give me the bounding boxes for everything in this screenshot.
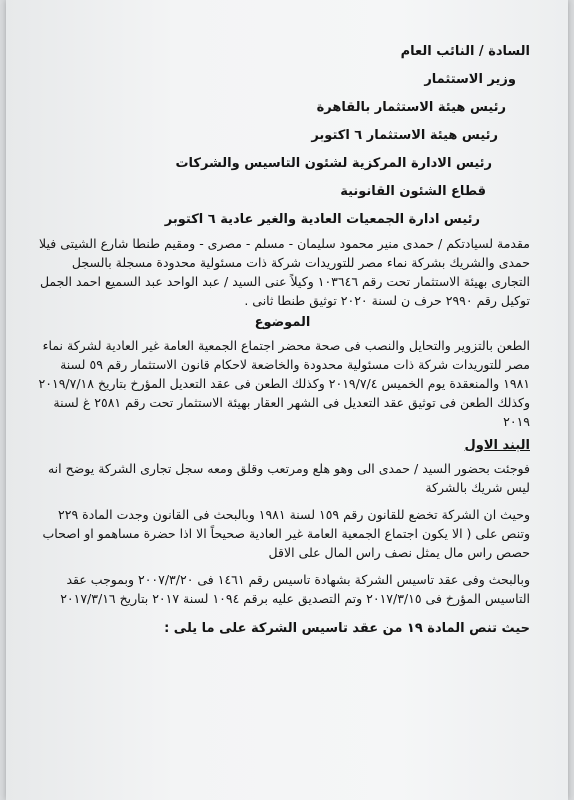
- addressee-line: السادة / النائب العام: [400, 44, 530, 59]
- paragraph-third: وبالبحث وفى عقد تاسيس الشركة بشهادة تاسيس رقم ١٤٦١ فى ٢٠٠٧/٣/٢٠ وبموجب عقد التاسيس المؤرخ فى ٢٠١٧/٣/١٥ وتم التصديق عليه برقم ١٠٩٤ لسنة ٢٠١٧ بتاريخ ٢٠١٧/٣/١٦: [60, 572, 530, 606]
- addressee-list: [35, 38, 530, 234]
- subject-paragraph: الطعن بالتزوير والتحايل والنصب فى صحة محضر اجتماع الجمعية العامة غير العادية لشركة نماء مصر للتوريدات شركة ذات مسئولية محدودة والخاضعة لاحكام قانون الاستثمار رقم ٥٩ لسنة ١٩٨١ والمنعقدة يوم الخميس ٢٠١٩/٧/٤ وكذلك الطعن فى عقد التعديل المؤرخ بتاريخ ٢٠١٩/٧/١٨ وكذلك الطعن فى توثيق عقد التعديل فى الشهر العقار بهيئة الاستثمار تحت رقم ٢٥٨١ غ لسنة ٢٠١٩: [38, 338, 530, 429]
- document-page: [6, 0, 568, 800]
- paragraph-first: فوجئت بحضور السيد / حمدى الى وهو هلع ومرتعب وقلق ومعه سجل تجارى الشركة يوضح انه ليس شريك بالشركة: [47, 461, 530, 495]
- intro-paragraph: مقدمة لسيادتكم / حمدى منير محمود سليمان - مسلم - مصرى - ومقيم طنطا شارع الشيتى فيلا حمدى والشريك بشركة نماء مصر للتوريدات شركة ذات مسئولية محدودة مسجلة بالسجل التجارى بهيئة الاستثمار تحت رقم ١٠٣٦٤٦ وكيلاً عنى السيد / عبد الواحد عبد السميع احمد الجمل توكيل رقم ٢٩٩٠ حرف ن لسنة ٢٠٢٠ توثيق طنطا ثانى .: [39, 236, 530, 308]
- addressee-line: وزير الاستثمار: [424, 72, 516, 87]
- subject-heading: الموضوع: [254, 315, 311, 330]
- letter-body: [35, 38, 530, 640]
- addressee-line: رئيس ادارة الجمعيات العادية والغير عادية ٦ اكتوبر: [164, 212, 480, 227]
- addressee-line: رئيس هيئة الاستثمار بالقاهرة: [316, 100, 506, 115]
- addressee-line: قطاع الشئون القانونية: [340, 184, 486, 199]
- section-title: البند الاول: [464, 438, 530, 453]
- closing-line: حيث تنص المادة ١٩ من عقد تاسيس الشركة على ما يلى :: [164, 621, 530, 636]
- addressee-line: رئيس هيئة الاستثمار ٦ اكتوبر: [311, 128, 498, 143]
- paragraph-second: وحيث ان الشركة تخضع للقانون رقم ١٥٩ لسنة ١٩٨١ وبالبحث فى القانون وجدت المادة ٢٢٩ وتنص على ( الا يكون اجتماع الجمعية العامة غير العادية صحيحاً الا اذا حضرة مساهمو او اصحاب حصص راس مال يمثل نصف راس المال على الاقل: [42, 507, 530, 560]
- addressee-line: رئيس الادارة المركزية لشئون التاسيس والشركات: [175, 156, 492, 171]
